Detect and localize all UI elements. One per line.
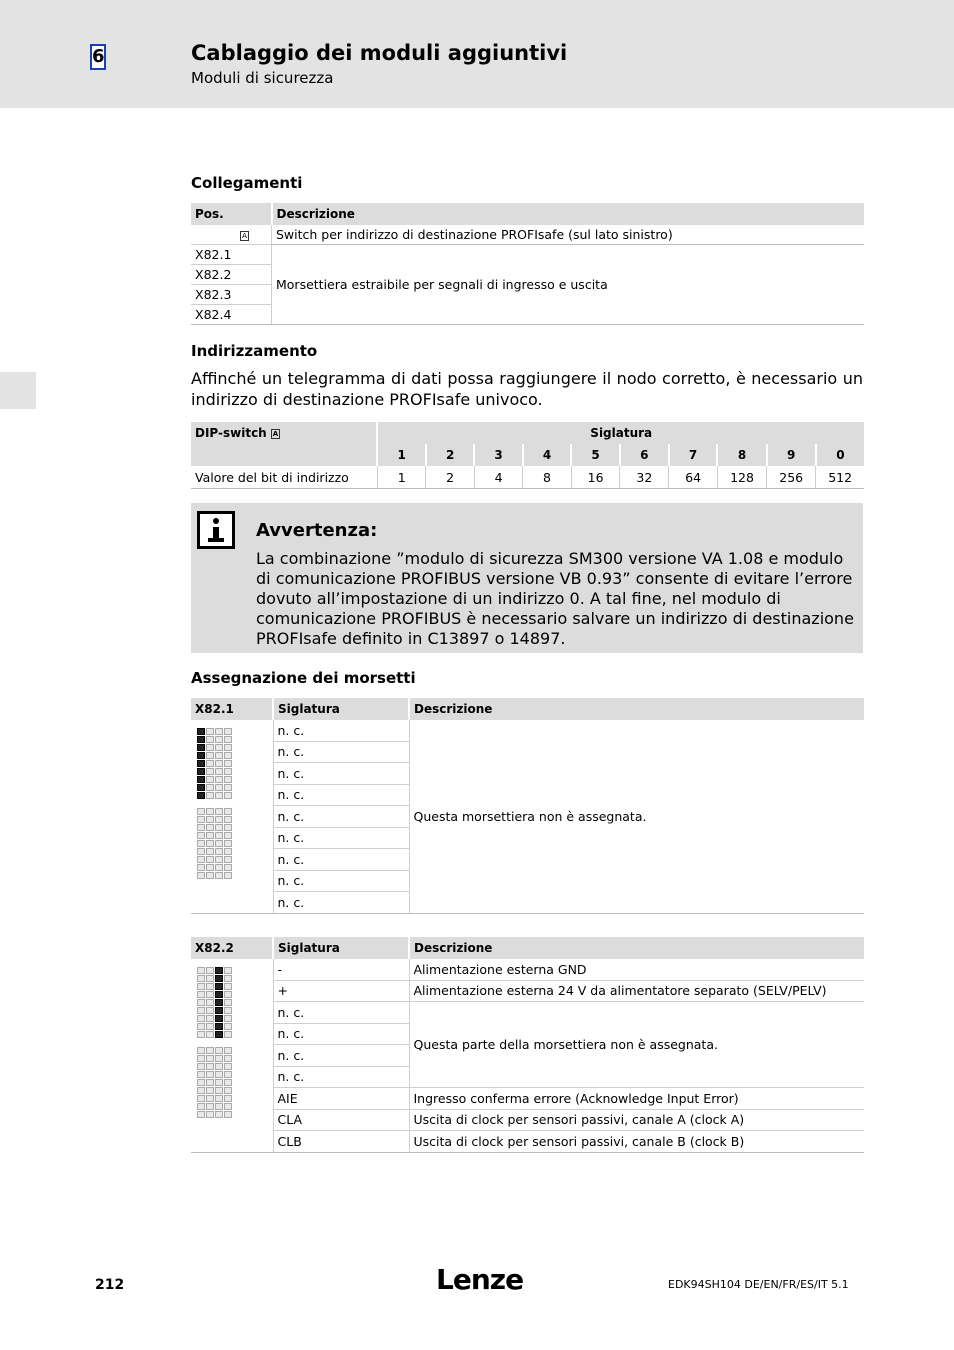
bit-header: 8 bbox=[717, 444, 766, 466]
desc-cell: Switch per indirizzo di destinazione PROFIsafe (sul lato sinistro) bbox=[272, 225, 865, 245]
sig-cell: n. c. bbox=[273, 1023, 409, 1045]
note-box bbox=[191, 503, 863, 653]
desc-cell: Alimentazione esterna 24 V da alimentatore separato (SELV/PELV) bbox=[409, 980, 864, 1002]
sig-cell: n. c. bbox=[273, 763, 409, 785]
side-tab bbox=[0, 372, 36, 409]
sig-cell: n. c. bbox=[273, 849, 409, 871]
sig-cell: n. c. bbox=[273, 720, 409, 741]
bit-value: 32 bbox=[620, 466, 669, 489]
bit-header: 0 bbox=[816, 444, 864, 466]
bit-value: 1 bbox=[377, 466, 425, 489]
terminal-label: X82.4 bbox=[191, 305, 272, 325]
info-icon bbox=[197, 511, 235, 549]
bit-header: 3 bbox=[474, 444, 522, 466]
sig-cell: n. c. bbox=[273, 1045, 409, 1067]
bit-value: 8 bbox=[523, 466, 571, 489]
page-number: 212 bbox=[95, 1277, 125, 1293]
col-siglatura: Siglatura bbox=[273, 937, 409, 959]
terminal-desc: Morsettiera estraibile per segnali di ingresso e uscita bbox=[272, 245, 865, 325]
col-desc: Descrizione bbox=[272, 203, 865, 225]
sig-cell: n. c. bbox=[273, 1002, 409, 1024]
assignment-heading: Assegnazione dei morsetti bbox=[191, 669, 416, 687]
desc-cell: Questa morsettiera non è assegnata. bbox=[409, 720, 864, 913]
sig-cell: CLB bbox=[273, 1131, 409, 1153]
x821-table bbox=[191, 698, 864, 914]
sig-cell: n. c. bbox=[273, 870, 409, 892]
note-title: Avvertenza: bbox=[256, 520, 378, 541]
bit-value: 128 bbox=[717, 466, 766, 489]
sig-cell: n. c. bbox=[273, 1066, 409, 1088]
sig-cell: n. c. bbox=[273, 784, 409, 806]
bit-value: 64 bbox=[669, 466, 718, 489]
badge-a: A bbox=[272, 429, 279, 438]
bit-header: 4 bbox=[523, 444, 571, 466]
chapter-number: 6 bbox=[90, 44, 106, 70]
desc-cell: Ingresso conferma errore (Acknowledge Input Error) bbox=[409, 1088, 864, 1110]
bit-value: 16 bbox=[571, 466, 620, 489]
sig-cell: + bbox=[273, 980, 409, 1002]
desc-cell: Alimentazione esterna GND bbox=[409, 959, 864, 980]
desc-cell: Uscita di clock per sensori passivi, canale A (clock A) bbox=[409, 1109, 864, 1131]
terminal-label: X82.1 bbox=[191, 245, 272, 265]
connections-heading: Collegamenti bbox=[191, 174, 303, 192]
siglatura-header: Siglatura bbox=[377, 422, 864, 444]
terminal-label: X82.3 bbox=[191, 285, 272, 305]
connections-table bbox=[191, 203, 864, 325]
connector-x821-icon bbox=[191, 720, 273, 913]
pos-cell bbox=[191, 225, 272, 245]
note-text: La combinazione ”modulo di sicurezza SM300 versione VA 1.08 e modulo di comunicazione PROFIBUS versione VB 0.93” consente di evitare l’errore dovuto all’impostazione di un indirizzo 0. A tal fine, nel modulo di comunicazione PROFIBUS è necessario salvare un indirizzo di destinazione PROFIsafe definito in C13897 o 14897. bbox=[256, 549, 854, 648]
bit-value: 512 bbox=[816, 466, 864, 489]
col-terminal: X82.1 bbox=[191, 698, 273, 720]
sig-cell: - bbox=[273, 959, 409, 980]
col-descrizione: Descrizione bbox=[409, 698, 864, 720]
col-terminal: X82.2 bbox=[191, 937, 273, 959]
sig-cell: CLA bbox=[273, 1109, 409, 1131]
addressing-text: Affinché un telegramma di dati possa raggiungere il nodo corretto, è necessario un indirizzo di destinazione PROFIsafe univoco. bbox=[191, 369, 863, 409]
desc-cell: Uscita di clock per sensori passivi, canale B (clock B) bbox=[409, 1131, 864, 1153]
col-pos: Pos. bbox=[191, 203, 272, 225]
bit-value: 2 bbox=[426, 466, 474, 489]
badge-a: A bbox=[240, 231, 249, 241]
document-id: EDK94SH104 DE/EN/FR/ES/IT 5.1 bbox=[668, 1278, 849, 1291]
lenze-logo: Lenze bbox=[436, 1263, 524, 1296]
bit-header: 2 bbox=[426, 444, 474, 466]
connector-x822-icon bbox=[191, 959, 273, 1152]
dip-header bbox=[191, 422, 377, 466]
sig-cell: n. c. bbox=[273, 827, 409, 849]
bit-header: 5 bbox=[571, 444, 620, 466]
bit-value: 256 bbox=[767, 466, 816, 489]
col-descrizione: Descrizione bbox=[409, 937, 864, 959]
x822-table bbox=[191, 937, 864, 1153]
bit-header: 7 bbox=[669, 444, 718, 466]
dip-label: DIP-switch bbox=[195, 426, 267, 440]
page-subtitle: Moduli di sicurezza bbox=[191, 69, 334, 87]
bit-header: 1 bbox=[377, 444, 425, 466]
sig-cell: AIE bbox=[273, 1088, 409, 1110]
bit-value: 4 bbox=[474, 466, 522, 489]
dip-switch-table bbox=[191, 422, 864, 489]
sig-cell: n. c. bbox=[273, 741, 409, 763]
terminal-label: X82.2 bbox=[191, 265, 272, 285]
sig-cell: n. c. bbox=[273, 892, 409, 914]
col-siglatura: Siglatura bbox=[273, 698, 409, 720]
addressing-heading: Indirizzamento bbox=[191, 342, 318, 360]
bit-header: 6 bbox=[620, 444, 669, 466]
desc-cell: Questa parte della morsettiera non è assegnata. bbox=[409, 1002, 864, 1088]
bit-header: 9 bbox=[767, 444, 816, 466]
page-title: Cablaggio dei moduli aggiuntivi bbox=[191, 41, 568, 65]
value-label: Valore del bit di indirizzo bbox=[191, 466, 377, 489]
sig-cell: n. c. bbox=[273, 806, 409, 828]
